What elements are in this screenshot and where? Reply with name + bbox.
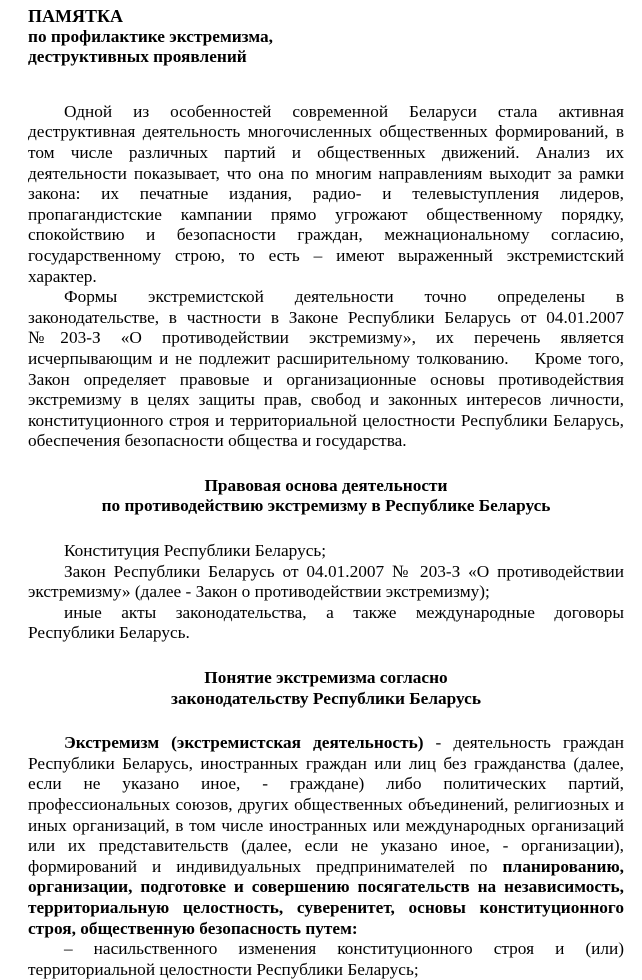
- section-title-concept-line-1: Понятие экстремизма согласно: [204, 668, 448, 688]
- legal-basis-item-2: Закон Республики Беларусь от 04.01.2007 № 203-З «О противодействии экстремизму» (далее - Закон о противодействии экстремизму);: [28, 561, 624, 602]
- document-header: [28, 6, 624, 68]
- extremism-definition-text: - деятельность граждан Республики Беларусь, иностранных граждан или лиц без гражданства (далее, если не указано иное, - граждане) либо политических партий, профессиональных союзов, других общественных объединений, религиозных и иных организаций, в том числе иностранных или международных организаций или их представительств (далее, если не указано иное, - организации), формирований и индивидуальных предпринимателей по: [28, 733, 624, 876]
- intro-paragraph-1: Одной из особенностей современной Беларуси стала активная деструктивная деятельность многочисленных общественных формирований, в том числе различных партий и общественных движений. Анализ их деятельности показывает, что она по многим направлениям выходит за рамки закона: их печатные издания, радио- и телевыступления лидеров, пропагандистские кампании прямо угрожают общественному порядку, спокойствию и безопасности граждан, межнациональному согласию, государственному строю, то есть – имеют выраженный экстремистский характер.: [28, 101, 624, 286]
- section-title-legal-basis: [28, 476, 624, 517]
- section-title-legal-basis-line-1: Правовая основа деятельности: [204, 475, 448, 495]
- section-title-concept-line-2: законодательству Республики Беларусь: [171, 688, 481, 708]
- legal-basis-item-3: иные акты законодательства, а также международные договоры Республики Беларусь.: [28, 602, 624, 643]
- extremism-form-item-1: – насильственного изменения конституционного строя и (или) территориальной целостности Республики Беларусь;: [28, 939, 624, 979]
- intro-paragraph-2: [28, 287, 624, 452]
- document-subtitle-line-1: по профилактике экстремизма,: [28, 26, 273, 46]
- section-title-legal-basis-line-2: по противодействию экстремизму в Республике Беларусь: [101, 496, 551, 516]
- legal-basis-item-1: Конституция Республики Беларусь;: [64, 541, 327, 561]
- section-title-concept: [28, 668, 624, 709]
- extremism-definition-bold-tail: планированию, организации, подготовке и совершению посягательств на независимость, территориальную целостность, суверенитет, основы конституционного строя, общественную безопасность путем:: [28, 856, 624, 938]
- extremism-term: Экстремизм (экстремистская деятельность): [64, 733, 424, 753]
- intro-paragraph-2-part-b: Кроме того, Закон определяет правовые и организационные основы противодействия экстремизму в целях защиты прав, свобод и законных интересов личности, конституционного строя и территориальной целостности Республики Беларусь, обеспечения безопасности общества и государства.: [28, 348, 624, 451]
- extremism-definition: [28, 733, 624, 939]
- intro-paragraph-2-part-a: Формы экстремистской деятельности точно определены в законодательстве, в частности в Законе Республики Беларусь от 04.01.2007 №203-З «О противодействии экстремизму», их перечень является исчерпывающим и не подлежит расширительному толкованию.: [28, 287, 624, 368]
- document-title: ПАМЯТКА: [28, 6, 124, 26]
- document-subtitle-line-2: деструктивных проявлений: [28, 47, 247, 67]
